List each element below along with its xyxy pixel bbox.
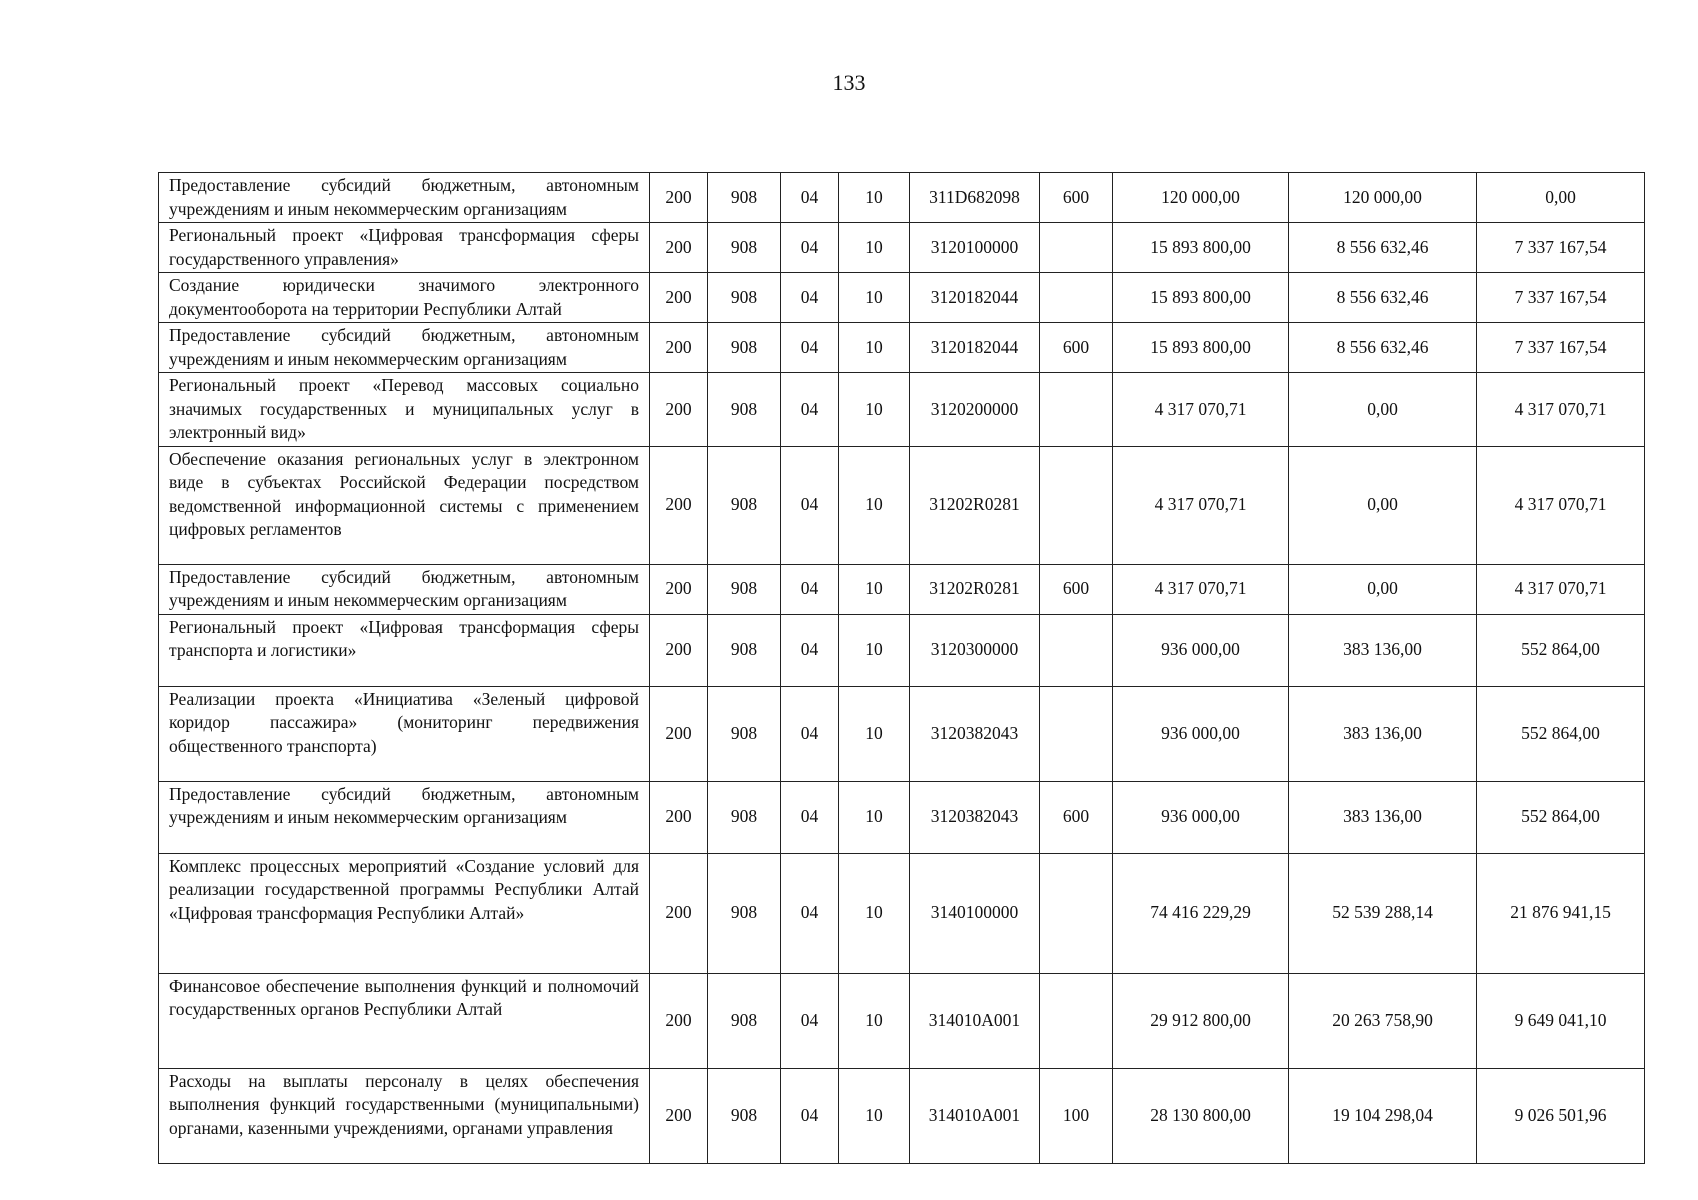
row-expense-type bbox=[1040, 614, 1113, 686]
row-code-200: 200 bbox=[650, 373, 708, 447]
row-subsection: 10 bbox=[839, 1068, 910, 1163]
row-section: 04 bbox=[781, 853, 839, 973]
row-amount-remaining: 9 026 501,96 bbox=[1477, 1068, 1645, 1163]
table-row bbox=[159, 373, 1645, 447]
row-amount-plan: 936 000,00 bbox=[1113, 686, 1289, 781]
row-target-code: 3120100000 bbox=[910, 223, 1040, 273]
row-amount-executed: 383 136,00 bbox=[1289, 614, 1477, 686]
row-amount-remaining: 9 649 041,10 bbox=[1477, 973, 1645, 1068]
row-amount-plan: 120 000,00 bbox=[1113, 173, 1289, 223]
row-target-code: 3140100000 bbox=[910, 853, 1040, 973]
row-section: 04 bbox=[781, 564, 839, 614]
row-expense-type bbox=[1040, 273, 1113, 323]
row-target-code: 3120182044 bbox=[910, 323, 1040, 373]
table-row bbox=[159, 973, 1645, 1068]
row-target-code: 3120382043 bbox=[910, 781, 1040, 853]
row-code-200: 200 bbox=[650, 173, 708, 223]
row-expense-type bbox=[1040, 686, 1113, 781]
row-amount-plan: 4 317 070,71 bbox=[1113, 373, 1289, 447]
row-subsection: 10 bbox=[839, 781, 910, 853]
row-expense-type bbox=[1040, 853, 1113, 973]
row-amount-remaining: 21 876 941,15 bbox=[1477, 853, 1645, 973]
row-code-908: 908 bbox=[708, 853, 781, 973]
row-expense-type: 600 bbox=[1040, 564, 1113, 614]
row-amount-plan: 29 912 800,00 bbox=[1113, 973, 1289, 1068]
row-description: Предоставление субсидий бюджетным, автономным учреждениям и иным некоммерческим организациям bbox=[159, 781, 650, 853]
row-section: 04 bbox=[781, 173, 839, 223]
row-description: Комплекс процессных мероприятий «Создание условий для реализации государственной программы Республики Алтай «Цифровая трансформация Республики Алтай» bbox=[159, 853, 650, 973]
row-amount-executed: 120 000,00 bbox=[1289, 173, 1477, 223]
row-amount-plan: 15 893 800,00 bbox=[1113, 323, 1289, 373]
row-target-code: 3120182044 bbox=[910, 273, 1040, 323]
row-code-200: 200 bbox=[650, 686, 708, 781]
row-subsection: 10 bbox=[839, 223, 910, 273]
row-amount-executed: 0,00 bbox=[1289, 446, 1477, 564]
row-amount-plan: 74 416 229,29 bbox=[1113, 853, 1289, 973]
table-row bbox=[159, 273, 1645, 323]
row-code-908: 908 bbox=[708, 686, 781, 781]
row-amount-executed: 8 556 632,46 bbox=[1289, 323, 1477, 373]
row-code-908: 908 bbox=[708, 614, 781, 686]
row-expense-type: 100 bbox=[1040, 1068, 1113, 1163]
row-expense-type bbox=[1040, 373, 1113, 447]
row-section: 04 bbox=[781, 446, 839, 564]
row-amount-remaining: 7 337 167,54 bbox=[1477, 323, 1645, 373]
row-subsection: 10 bbox=[839, 614, 910, 686]
row-amount-remaining: 552 864,00 bbox=[1477, 686, 1645, 781]
table-row bbox=[159, 1068, 1645, 1163]
row-section: 04 bbox=[781, 223, 839, 273]
row-description: Предоставление субсидий бюджетным, автономным учреждениям и иным некоммерческим организациям bbox=[159, 323, 650, 373]
row-code-908: 908 bbox=[708, 1068, 781, 1163]
row-subsection: 10 bbox=[839, 323, 910, 373]
table-row bbox=[159, 564, 1645, 614]
row-target-code: 3120300000 bbox=[910, 614, 1040, 686]
row-amount-remaining: 0,00 bbox=[1477, 173, 1645, 223]
row-description: Реализации проекта «Инициатива «Зеленый цифровой коридор пассажира» (мониторинг передвижения общественного транспорта) bbox=[159, 686, 650, 781]
budget-table bbox=[158, 172, 1645, 1164]
table-row bbox=[159, 853, 1645, 973]
row-code-908: 908 bbox=[708, 973, 781, 1068]
row-code-908: 908 bbox=[708, 446, 781, 564]
row-expense-type: 600 bbox=[1040, 323, 1113, 373]
row-amount-executed: 383 136,00 bbox=[1289, 686, 1477, 781]
row-target-code: 314010A001 bbox=[910, 1068, 1040, 1163]
row-section: 04 bbox=[781, 973, 839, 1068]
row-code-200: 200 bbox=[650, 564, 708, 614]
row-amount-plan: 15 893 800,00 bbox=[1113, 223, 1289, 273]
row-amount-plan: 4 317 070,71 bbox=[1113, 564, 1289, 614]
row-amount-remaining: 552 864,00 bbox=[1477, 781, 1645, 853]
row-amount-plan: 4 317 070,71 bbox=[1113, 446, 1289, 564]
row-target-code: 3120200000 bbox=[910, 373, 1040, 447]
row-section: 04 bbox=[781, 614, 839, 686]
row-code-908: 908 bbox=[708, 173, 781, 223]
row-subsection: 10 bbox=[839, 446, 910, 564]
table-row bbox=[159, 223, 1645, 273]
row-amount-executed: 8 556 632,46 bbox=[1289, 273, 1477, 323]
row-code-200: 200 bbox=[650, 973, 708, 1068]
row-description: Предоставление субсидий бюджетным, автономным учреждениям и иным некоммерческим организациям bbox=[159, 564, 650, 614]
row-target-code: 311D682098 bbox=[910, 173, 1040, 223]
row-subsection: 10 bbox=[839, 564, 910, 614]
row-description: Создание юридически значимого электронного документооборота на территории Республики Алтай bbox=[159, 273, 650, 323]
row-target-code: 314010A001 bbox=[910, 973, 1040, 1068]
row-amount-executed: 52 539 288,14 bbox=[1289, 853, 1477, 973]
row-amount-executed: 0,00 bbox=[1289, 564, 1477, 614]
row-amount-remaining: 4 317 070,71 bbox=[1477, 564, 1645, 614]
row-code-200: 200 bbox=[650, 781, 708, 853]
row-code-200: 200 bbox=[650, 614, 708, 686]
row-code-908: 908 bbox=[708, 323, 781, 373]
row-amount-plan: 15 893 800,00 bbox=[1113, 273, 1289, 323]
row-expense-type bbox=[1040, 223, 1113, 273]
row-code-200: 200 bbox=[650, 273, 708, 323]
table-body bbox=[159, 173, 1645, 1164]
row-code-200: 200 bbox=[650, 1068, 708, 1163]
row-subsection: 10 bbox=[839, 273, 910, 323]
row-code-908: 908 bbox=[708, 223, 781, 273]
row-amount-remaining: 552 864,00 bbox=[1477, 614, 1645, 686]
row-target-code: 31202R0281 bbox=[910, 564, 1040, 614]
row-code-908: 908 bbox=[708, 373, 781, 447]
row-amount-remaining: 4 317 070,71 bbox=[1477, 373, 1645, 447]
row-amount-executed: 8 556 632,46 bbox=[1289, 223, 1477, 273]
row-expense-type bbox=[1040, 973, 1113, 1068]
page-number: 133 bbox=[832, 70, 866, 95]
row-amount-executed: 0,00 bbox=[1289, 373, 1477, 447]
row-amount-executed: 383 136,00 bbox=[1289, 781, 1477, 853]
row-code-200: 200 bbox=[650, 446, 708, 564]
table-row bbox=[159, 781, 1645, 853]
row-section: 04 bbox=[781, 781, 839, 853]
row-code-908: 908 bbox=[708, 273, 781, 323]
row-description: Предоставление субсидий бюджетным, автономным учреждениям и иным некоммерческим организациям bbox=[159, 173, 650, 223]
row-description: Региональный проект «Цифровая трансформация сферы государственного управления» bbox=[159, 223, 650, 273]
table-row bbox=[159, 686, 1645, 781]
row-subsection: 10 bbox=[839, 973, 910, 1068]
row-code-908: 908 bbox=[708, 564, 781, 614]
row-expense-type bbox=[1040, 446, 1113, 564]
row-section: 04 bbox=[781, 273, 839, 323]
row-amount-executed: 20 263 758,90 bbox=[1289, 973, 1477, 1068]
row-section: 04 bbox=[781, 686, 839, 781]
row-target-code: 3120382043 bbox=[910, 686, 1040, 781]
row-amount-remaining: 7 337 167,54 bbox=[1477, 273, 1645, 323]
row-description: Финансовое обеспечение выполнения функций и полномочий государственных органов Республики Алтай bbox=[159, 973, 650, 1068]
table-row bbox=[159, 323, 1645, 373]
row-code-200: 200 bbox=[650, 323, 708, 373]
row-code-200: 200 bbox=[650, 223, 708, 273]
row-amount-remaining: 7 337 167,54 bbox=[1477, 223, 1645, 273]
row-amount-plan: 936 000,00 bbox=[1113, 781, 1289, 853]
row-subsection: 10 bbox=[839, 373, 910, 447]
row-subsection: 10 bbox=[839, 853, 910, 973]
row-section: 04 bbox=[781, 1068, 839, 1163]
row-expense-type: 600 bbox=[1040, 781, 1113, 853]
row-expense-type: 600 bbox=[1040, 173, 1113, 223]
row-subsection: 10 bbox=[839, 686, 910, 781]
row-section: 04 bbox=[781, 323, 839, 373]
row-target-code: 31202R0281 bbox=[910, 446, 1040, 564]
table-row bbox=[159, 446, 1645, 564]
row-code-908: 908 bbox=[708, 781, 781, 853]
row-amount-plan: 28 130 800,00 bbox=[1113, 1068, 1289, 1163]
table-row bbox=[159, 173, 1645, 223]
row-code-200: 200 bbox=[650, 853, 708, 973]
row-description: Региональный проект «Цифровая трансформация сферы транспорта и логистики» bbox=[159, 614, 650, 686]
row-amount-executed: 19 104 298,04 bbox=[1289, 1068, 1477, 1163]
row-description: Расходы на выплаты персоналу в целях обеспечения выполнения функций государственными (муниципальными) органами, казенными учреждениями, органами управления bbox=[159, 1068, 650, 1163]
row-amount-remaining: 4 317 070,71 bbox=[1477, 446, 1645, 564]
row-amount-plan: 936 000,00 bbox=[1113, 614, 1289, 686]
table-row bbox=[159, 614, 1645, 686]
row-subsection: 10 bbox=[839, 173, 910, 223]
row-description: Обеспечение оказания региональных услуг в электронном виде в субъектах Российской Федерации посредством ведомственной информационной системы с применением цифровых регламентов bbox=[159, 446, 650, 564]
row-section: 04 bbox=[781, 373, 839, 447]
row-description: Региональный проект «Перевод массовых социально значимых государственных и муниципальных услуг в электронный вид» bbox=[159, 373, 650, 447]
